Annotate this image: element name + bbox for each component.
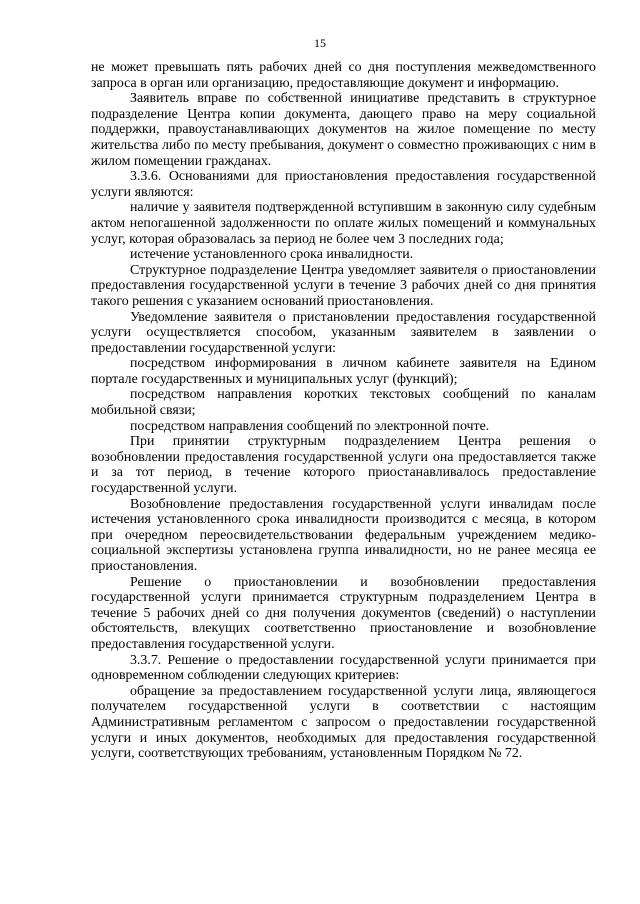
page-number: 15 [314, 36, 326, 50]
paragraph: Возобновление предоставления государственной услуги инвалидам после истечения установленного срока инвалидности производится с месяца, в котором при очередном переосвидетельствовании федеральным учреждением медико-социальной экспертизы установлена группа инвалидности, но не ранее месяца ее приостановления. [91, 496, 596, 574]
paragraph: посредством направления коротких текстовых сообщений по каналам мобильной связи; [91, 387, 596, 419]
paragraph: При принятии структурным подразделением Центра решения о возобновлении предоставления государственной услуги она предоставляется также и за тот период, в течение которого приостанавливалось предоставление государственной услуги. [91, 434, 596, 497]
paragraph: Заявитель вправе по собственной инициативе представить в структурное подразделение Центра копии документа, дающего право на меру социальной поддержки, правоустанавливающих документов на жилое помещение по месту жительства либо по месту пребывания, документ о совместно проживающих с ним в жилом помещении гражданах. [91, 91, 596, 169]
paragraph: наличие у заявителя подтвержденной вступившим в законную силу судебным актом непогашенной задолженности по оплате жилых помещений и коммунальных услуг, которая образовалась за период не более чем 3 последних года; [91, 200, 596, 247]
paragraph: 3.3.7. Решение о предоставлении государственной услуги принимается при одновременном соблюдении следующих критериев: [91, 652, 596, 684]
paragraph: Решение о приостановлении и возобновлении предоставления государственной услуги принимается структурным подразделением Центра в течение 5 рабочих дней со дня получения документов (сведений) о наступлении обстоятельств, влекущих соответственно приостановление и возобновление предоставления государственной услуги. [91, 574, 596, 652]
paragraph: Структурное подразделение Центра уведомляет заявителя о приостановлении предоставления государственной услуги в течение 3 рабочих дней со дня принятия такого решения с указанием оснований приостановления. [91, 262, 596, 309]
paragraph: обращение за предоставлением государственной услуги лица, являющегося получателем государственной услуги в соответствии с настоящим Административным регламентом с запросом о предоставлении государственной услуги и иных документов, необходимых для предоставления государственной услуги, соответствующих требованиям, установленным Порядком № 72. [91, 683, 596, 762]
document-body [91, 60, 596, 762]
paragraph: посредством информирования в личном кабинете заявителя на Едином портале государственных и муниципальных услуг (функций); [91, 356, 596, 387]
paragraph: 3.3.6. Основаниями для приостановления предоставления государственной услуги являются: [91, 169, 596, 200]
paragraph: Уведомление заявителя о пристановлении предоставления государственной услуги осуществляется способом, указанным заявителем в заявлении о предоставлении государственной услуги: [91, 309, 596, 356]
paragraph: истечение установленного срока инвалидности. [130, 247, 414, 263]
paragraph: посредством направления сообщений по электронной почте. [130, 418, 490, 434]
paragraph: не может превышать пять рабочих дней со дня поступления межведомственного запроса в орган или организацию, предоставляющие документ и информацию. [91, 60, 596, 91]
